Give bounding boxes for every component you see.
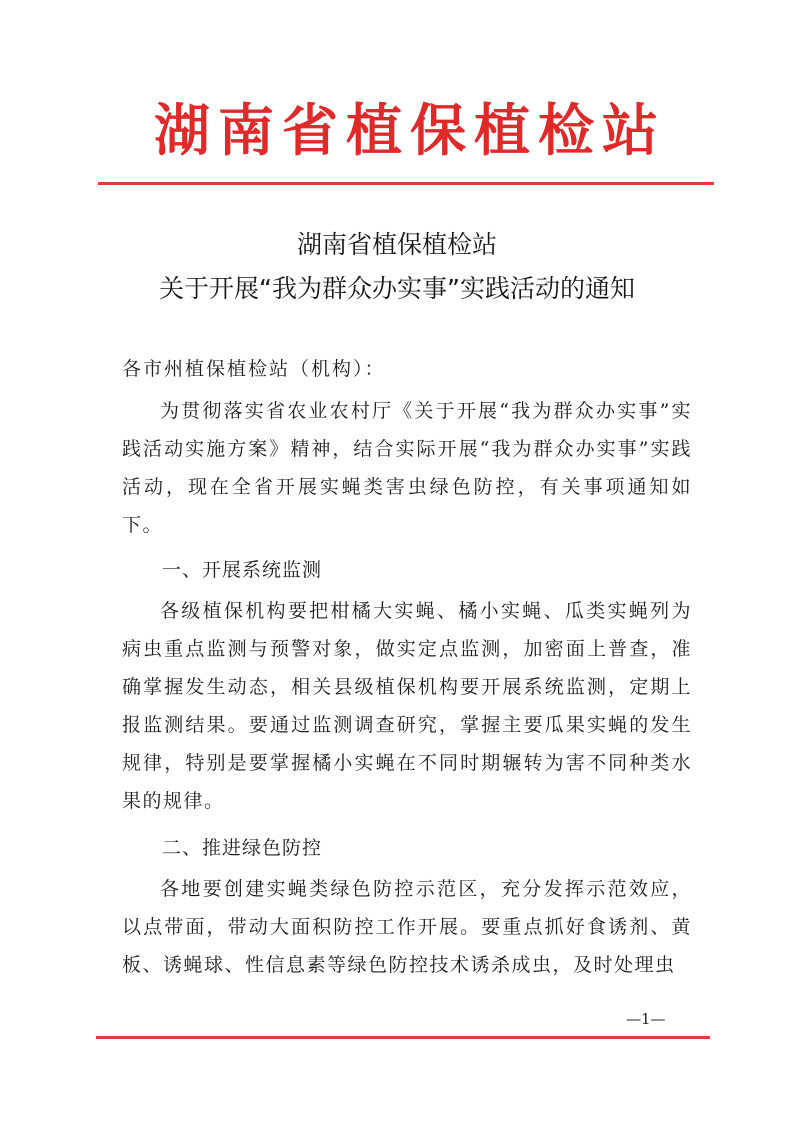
footer-red-rule — [96, 1036, 710, 1039]
section-heading-2: 二、推进绿色防控 — [162, 837, 323, 859]
document-title-line2: 关于开展“我为群众办实事”实践活动的通知 — [159, 274, 635, 303]
letterhead-red-rule — [98, 182, 714, 185]
section-heading-1: 一、开展系统监测 — [162, 559, 323, 581]
intro-paragraph: 为贯彻落实省农业农村厅《关于开展“我为群众办实事”实践活动实施方案》精神，结合实际开展“我为群众办实事”实践活动，现在全省开展实蝇类害虫绿色防控，有关事项通知如下。 — [122, 400, 692, 536]
salutation: 各市州植保植检站（机构）： — [122, 358, 386, 380]
document-title-line1: 湖南省植保植检站 — [296, 230, 497, 259]
page-number: —1— — [626, 1010, 666, 1028]
letterhead-title: 湖南省植保植检站 — [154, 98, 666, 164]
section-1-paragraph: 各级植保机构要把柑橘大实蝇、橘小实蝇、瓜类实蝇列为病虫重点监测与预警对象，做实定点监测，加密面上普查，准确掌握发生动态，相关县级植保机构要开展系统监测，定期上报监测结果。要通过监测调查研究，掌握主要瓜果实蝇的发生规律，特别是要掌握橘小实蝇在不同时期辗转为害不同种类水果的规律。 — [122, 600, 692, 812]
section-2-paragraph: 各地要创建实蝇类绿色防控示范区，充分发挥示范效应，以点带面，带动大面积防控工作开展。要重点抓好食诱剂、黄板、诱蝇球、性信息素等绿色防控技术诱杀成虫，及时处理虫 — [122, 878, 692, 976]
